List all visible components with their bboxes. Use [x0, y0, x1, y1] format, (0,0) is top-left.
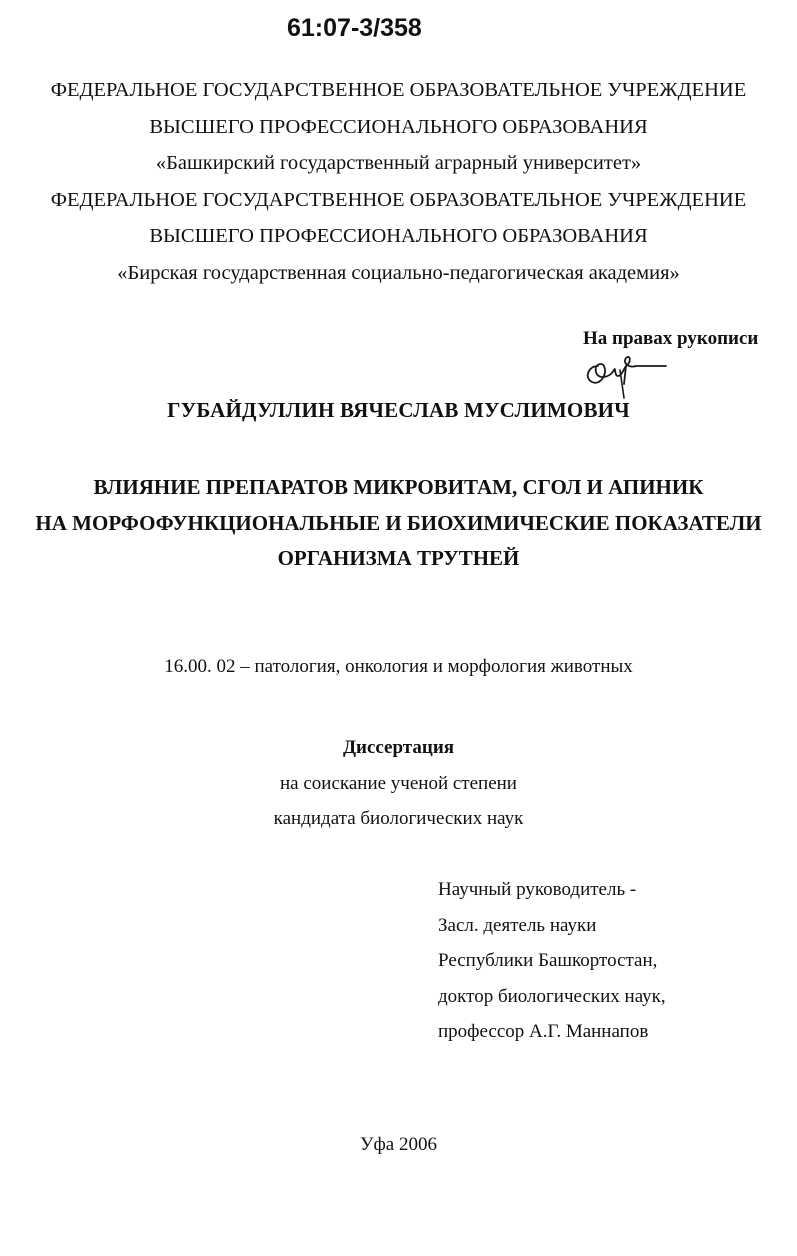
institution-line: «Бирская государственная социально-педагогическая академия»	[117, 261, 680, 284]
title-line: НА МОРФОФУНКЦИОНАЛЬНЫЕ И БИОХИМИЧЕСКИЕ ПОКАЗАТЕЛИ	[35, 510, 762, 535]
advisor-block	[438, 872, 666, 1050]
institution-line: ФЕДЕРАЛЬНОЕ ГОСУДАРСТВЕННОЕ ОБРАЗОВАТЕЛЬНОЕ УЧРЕЖДЕНИЕ	[50, 188, 747, 211]
advisor-line: Засл. деятель науки	[438, 914, 597, 936]
title-line: ОРГАНИЗМА ТРУТНЕЙ	[277, 546, 520, 570]
dissertation-heading: Диссертация	[342, 737, 455, 758]
advisor-line: доктор биологических наук,	[438, 985, 666, 1007]
specialty-line: 16.00. 02 – патология, онкология и морфология животных	[164, 656, 633, 677]
institution-line: ВЫСШЕГО ПРОФЕССИОНАЛЬНОГО ОБРАЗОВАНИЯ	[149, 225, 648, 247]
institutions-block	[0, 72, 797, 291]
author-name: ГУБАЙДУЛЛИН ВЯЧЕСЛАВ МУСЛИМОВИЧ	[167, 398, 630, 422]
advisor-line: Республики Башкортостан,	[438, 950, 658, 971]
catalog-number: 61:07-3/358	[287, 14, 422, 42]
manuscript-rights-label: На правах рукописи	[583, 328, 759, 349]
advisor-line: Научный руководитель -	[438, 879, 637, 900]
city-year: Уфа 2006	[360, 1134, 437, 1155]
dissertation-title	[0, 470, 797, 577]
advisor-line: профессор А.Г. Маннапов	[438, 1021, 649, 1042]
title-line: ВЛИЯНИЕ ПРЕПАРАТОВ МИКРОВИТАМ, СГОЛ И АПИНИК	[93, 475, 704, 499]
dissertation-block	[0, 730, 797, 837]
institution-line: ВЫСШЕГО ПРОФЕССИОНАЛЬНОГО ОБРАЗОВАНИЯ	[149, 115, 648, 138]
institution-line: «Башкирский государственный аграрный университет»	[155, 152, 642, 174]
degree-line: кандидата биологических наук	[273, 808, 524, 829]
degree-line: на соискание ученой степени	[280, 772, 517, 794]
institution-line: ФЕДЕРАЛЬНОЕ ГОСУДАРСТВЕННОЕ ОБРАЗОВАТЕЛЬНОЕ УЧРЕЖДЕНИЕ	[50, 79, 747, 101]
signature-icon	[580, 344, 690, 404]
